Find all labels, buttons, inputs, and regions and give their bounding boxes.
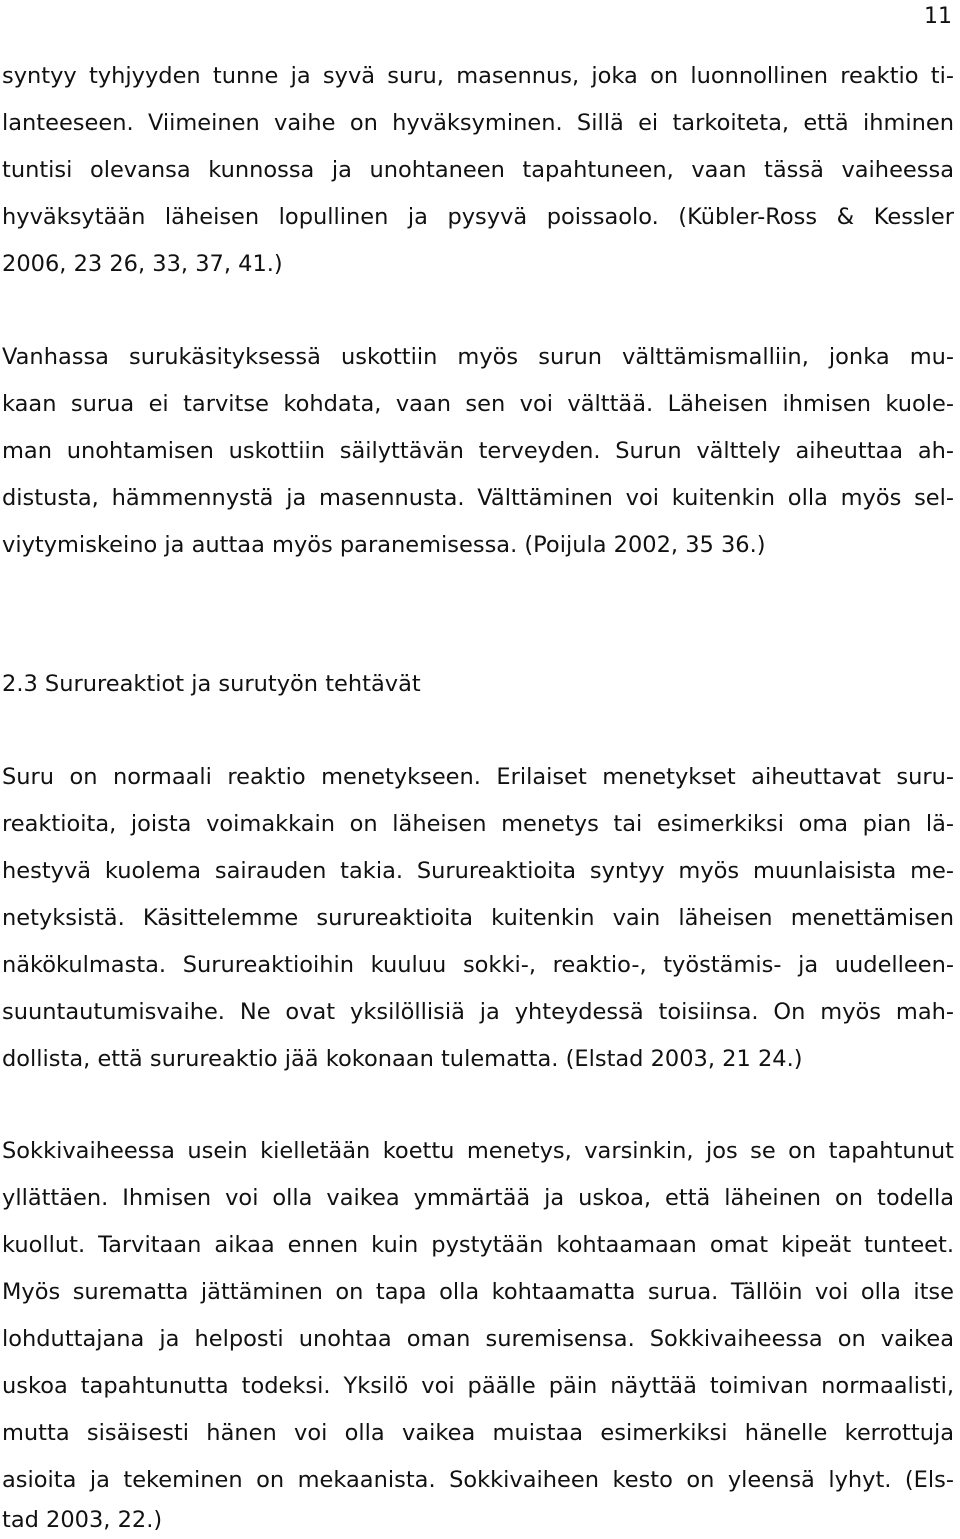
text-line: lanteeseen. Viimeinen vaihe on hyväksyminen. Sillä ei tarkoiteta, että ihminen (2, 110, 954, 136)
text-line: kuollut. Tarvitaan aikaa ennen kuin pystytään kohtaamaan omat kipeät tunteet. (2, 1232, 954, 1258)
text-line: tad 2003, 22.) (2, 1507, 163, 1533)
text-line: hestyvä kuolema sairauden takia. Surureaktioita syntyy myös muunlaisista me- (2, 858, 954, 884)
text-line: Vanhassa surukäsityksessä uskottiin myös surun välttämismalliin, jonka mu- (2, 344, 954, 370)
text-line: reaktioita, joista voimakkain on läheisen menetys tai esimerkiksi oma pian lä- (2, 811, 954, 837)
text-line: viytymiskeino ja auttaa myös paranemisessa. (Poijula 2002, 35 36.) (2, 532, 766, 558)
text-line: lohduttajana ja helposti unohtaa oman suremisensa. Sokkivaiheessa on vaikea (2, 1326, 954, 1352)
text-line: uskoa tapahtunutta todeksi. Yksilö voi päälle päin näyttää toimivan normaalisti, (2, 1373, 954, 1399)
text-line: dollista, että surureaktio jää kokonaan tulematta. (Elstad 2003, 21 24.) (2, 1046, 803, 1072)
text-line: näkökulmasta. Surureaktioihin kuuluu sokki-, reaktio-, työstämis- ja uudelleen- (2, 952, 954, 978)
text-line: asioita ja tekeminen on mekaanista. Sokkivaiheen kesto on yleensä lyhyt. (Els- (2, 1467, 954, 1493)
page-number: 11 (924, 4, 952, 29)
text-line: Sokkivaiheessa usein kielletään koettu menetys, varsinkin, jos se on tapahtunut (2, 1138, 954, 1164)
text-line: hyväksytään läheisen lopullinen ja pysyvä poissaolo. (Kübler-Ross & Kessler (2, 204, 954, 230)
section-heading: 2.3 Surureaktiot ja surutyön tehtävät (2, 671, 421, 697)
text-line: yllättäen. Ihmisen voi olla vaikea ymmärtää ja uskoa, että läheinen on todella (2, 1185, 954, 1211)
text-line: Myös surematta jättäminen on tapa olla kohtaamatta surua. Tällöin voi olla itse (2, 1279, 954, 1305)
text-line: man unohtamisen uskottiin säilyttävän terveyden. Surun välttely aiheuttaa ah- (2, 438, 954, 464)
text-line: 2006, 23 26, 33, 37, 41.) (2, 251, 283, 277)
text-line: netyksistä. Käsittelemme surureaktioita kuitenkin vain läheisen menettämisen (2, 905, 954, 931)
text-line: tuntisi olevansa kunnossa ja unohtaneen tapahtuneen, vaan tässä vaiheessa (2, 157, 954, 183)
text-line: distusta, hämmennystä ja masennusta. Välttäminen voi kuitenkin olla myös sel- (2, 485, 954, 511)
text-line: Suru on normaali reaktio menetykseen. Erilaiset menetykset aiheuttavat suru- (2, 764, 954, 790)
text-line: mutta sisäisesti hänen voi olla vaikea muistaa esimerkiksi hänelle kerrottuja (2, 1420, 954, 1446)
text-line: kaan surua ei tarvitse kohdata, vaan sen voi välttää. Läheisen ihmisen kuole- (2, 391, 954, 417)
text-line: syntyy tyhjyyden tunne ja syvä suru, masennus, joka on luonnollinen reaktio ti- (2, 63, 954, 89)
text-line: suuntautumisvaihe. Ne ovat yksilöllisiä ja yhteydessä toisiinsa. On myös mah- (2, 999, 954, 1025)
